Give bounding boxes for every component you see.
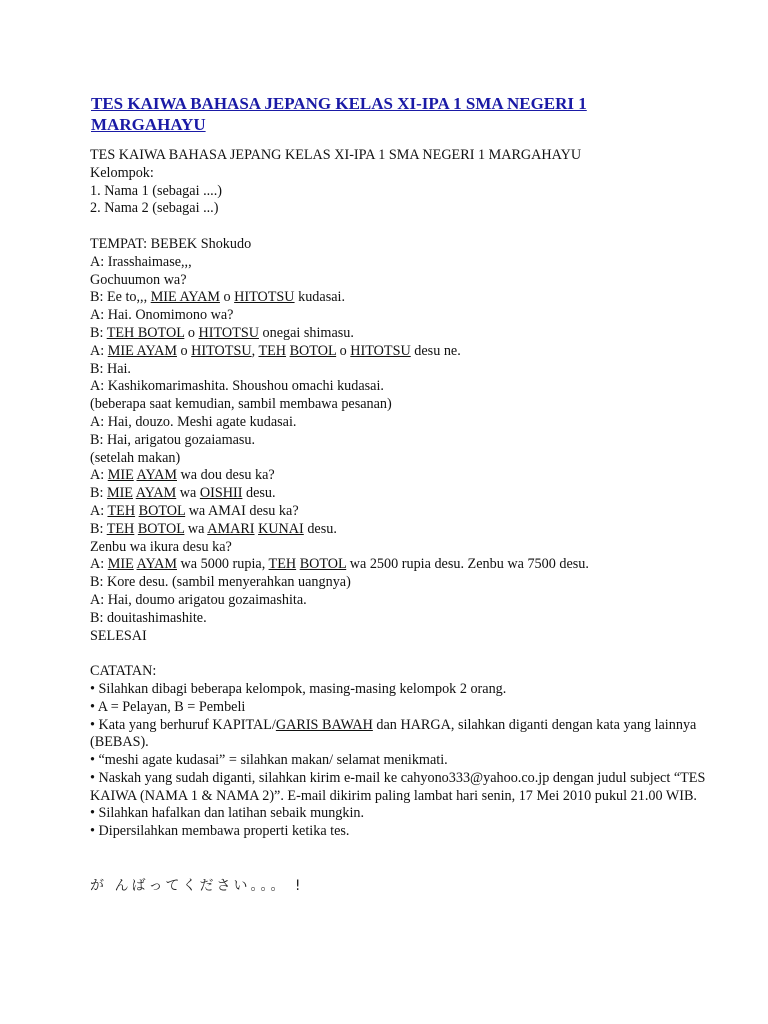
dialogue-line: A: Irasshaimase,,, <box>90 253 192 270</box>
dialogue-line: B: Kore desu. (sambil menyerahkan uangnya) <box>90 574 351 591</box>
dialogue-line: B: Hai. <box>90 360 131 377</box>
text-span: wa AMAI desu ka? <box>185 502 299 519</box>
underlined-word: AYAM <box>136 556 177 573</box>
text-span: B: <box>90 520 107 537</box>
underlined-word: MIE AYAM <box>150 289 220 306</box>
underlined-word: HITOTSU <box>234 289 295 306</box>
text-span: onegai shimasu. <box>258 324 354 341</box>
underlined-word: TEH BOTOL <box>106 324 185 341</box>
underlined-word: KUNAI <box>258 520 304 537</box>
underlined-word: HITOTSU <box>198 324 259 341</box>
text-span: desu. <box>303 520 337 537</box>
underlined-word: AMARI <box>207 520 255 537</box>
text-span: desu. <box>242 485 276 502</box>
dialogue-line: A: Hai. Onomimono wa? <box>90 307 234 324</box>
text-span: A: <box>90 556 108 573</box>
underlined-word: BOTOL <box>299 556 347 573</box>
dialogue-line: A: Hai, doumo arigatou gozaimashita. <box>90 591 307 608</box>
text-span: A: <box>90 467 108 484</box>
heading-line: TES KAIWA BAHASA JEPANG KELAS XI-IPA 1 SMA NEGERI 1 MARGAHAYU <box>90 147 582 163</box>
text-span: B: <box>90 485 107 502</box>
blank-line <box>90 645 710 663</box>
text-line: SELESAI <box>90 627 147 644</box>
text-span: o <box>219 289 235 306</box>
text-line: 1. Nama 1 (sebagai ....) <box>90 182 222 199</box>
text-span: o <box>336 342 351 359</box>
underlined-word: HITOTSU <box>350 342 411 359</box>
note-item: • A = Pelayan, B = Pembeli <box>90 698 246 715</box>
text-span: A: <box>90 502 108 519</box>
dialogue-line <box>90 521 710 539</box>
underlined-word: OISHII <box>199 485 243 502</box>
note-item: • “meshi agate kudasai” = silahkan makan/ selamat menikmati. <box>90 752 448 769</box>
note-item: • Silahkan dibagi beberapa kelompok, masing-masing kelompok 2 orang. <box>90 680 507 697</box>
underlined-word: AYAM <box>135 485 177 502</box>
underlined-word: HITOTSU <box>191 342 252 359</box>
text-span: o <box>184 324 199 341</box>
underlined-word: MIE <box>106 485 133 502</box>
note-item: • Dipersilahkan membawa properti ketika tes. <box>90 823 350 840</box>
text-span: desu ne. <box>410 342 461 359</box>
dialogue-line <box>90 325 710 343</box>
underlined-word: TEH <box>258 342 287 359</box>
document-title-link[interactable]: TES KAIWA BAHASA JEPANG KELAS XI-IPA 1 SMA NEGERI 1 MARGAHAYU <box>91 94 587 134</box>
text-line: Kelompok: <box>90 164 154 181</box>
text-span: wa <box>184 520 208 537</box>
note-item <box>90 717 710 753</box>
underlined-word: TEH <box>106 520 135 537</box>
dialogue-line: A: Kashikomarimashita. Shoushou omachi kudasai. <box>90 378 384 395</box>
stage-direction: (setelah makan) <box>90 449 181 466</box>
text-span: o <box>176 342 192 359</box>
underlined-word: BOTOL <box>289 342 337 359</box>
closing-japanese-text: が んばってください。。。 ! <box>90 878 304 894</box>
dialogue-line: Gochuumon wa? <box>90 271 187 288</box>
text-span: kudasai. <box>294 289 345 306</box>
document-body <box>90 147 710 841</box>
underlined-word: AYAM <box>136 467 177 484</box>
dialogue-line: Zenbu wa ikura desu ka? <box>90 538 232 555</box>
underlined-word: GARIS BAWAH <box>275 716 373 733</box>
text-span: dan HARGA, silahkan diganti dengan kata yang lainnya (BEBAS). <box>90 716 697 751</box>
text-span: wa 2500 rupia desu. Zenbu wa 7500 desu. <box>346 556 589 573</box>
dialogue-line: B: douitashimashite. <box>90 609 207 626</box>
text-line: 2. Nama 2 (sebagai ...) <box>90 200 219 217</box>
text-span: wa <box>176 485 200 502</box>
text-span: wa dou desu ka? <box>177 467 275 484</box>
note-item: • Naskah yang sudah diganti, silahkan kirim e-mail ke cahyono333@yahoo.co.jp dengan judul subject “TES KAIWA (NAMA 1 & NAMA 2)”. E-mail dikirim paling lambat hari senin, 17 Mei 2010 pukul 21.00 WIB. <box>90 769 706 804</box>
dialogue-line <box>90 503 710 521</box>
dialogue-line <box>90 467 710 485</box>
text-span: wa 5000 rupia, <box>177 556 269 573</box>
dialogue-line <box>90 556 710 574</box>
text-span: B: <box>90 324 107 341</box>
stage-direction: (beberapa saat kemudian, sambil membawa pesanan) <box>90 396 392 413</box>
underlined-word: TEH <box>268 556 297 573</box>
dialogue-line <box>90 485 710 503</box>
underlined-word: BOTOL <box>138 502 186 519</box>
underlined-word: MIE <box>107 556 134 573</box>
text-span: • Kata yang berhuruf KAPITAL/ <box>90 716 276 733</box>
underlined-word: MIE <box>107 467 134 484</box>
underlined-word: BOTOL <box>137 520 185 537</box>
dialogue-line <box>90 289 710 307</box>
note-item: • Silahkan hafalkan dan latihan sebaik mungkin. <box>90 805 365 822</box>
dialogue-line: B: Hai, arigatou gozaiamasu. <box>90 431 256 448</box>
text-span: B: Ee to,,, <box>90 289 151 306</box>
underlined-word: MIE AYAM <box>107 342 177 359</box>
notes-heading: CATATAN: <box>90 663 157 680</box>
dialogue-line: A: Hai, douzo. Meshi agate kudasai. <box>90 413 297 430</box>
text-span: A: <box>90 342 108 359</box>
text-span: , <box>251 342 259 359</box>
dialogue-line <box>90 343 710 361</box>
blank-line <box>90 218 710 236</box>
text-line: TEMPAT: BEBEK Shokudo <box>90 235 252 252</box>
underlined-word: TEH <box>107 502 136 519</box>
